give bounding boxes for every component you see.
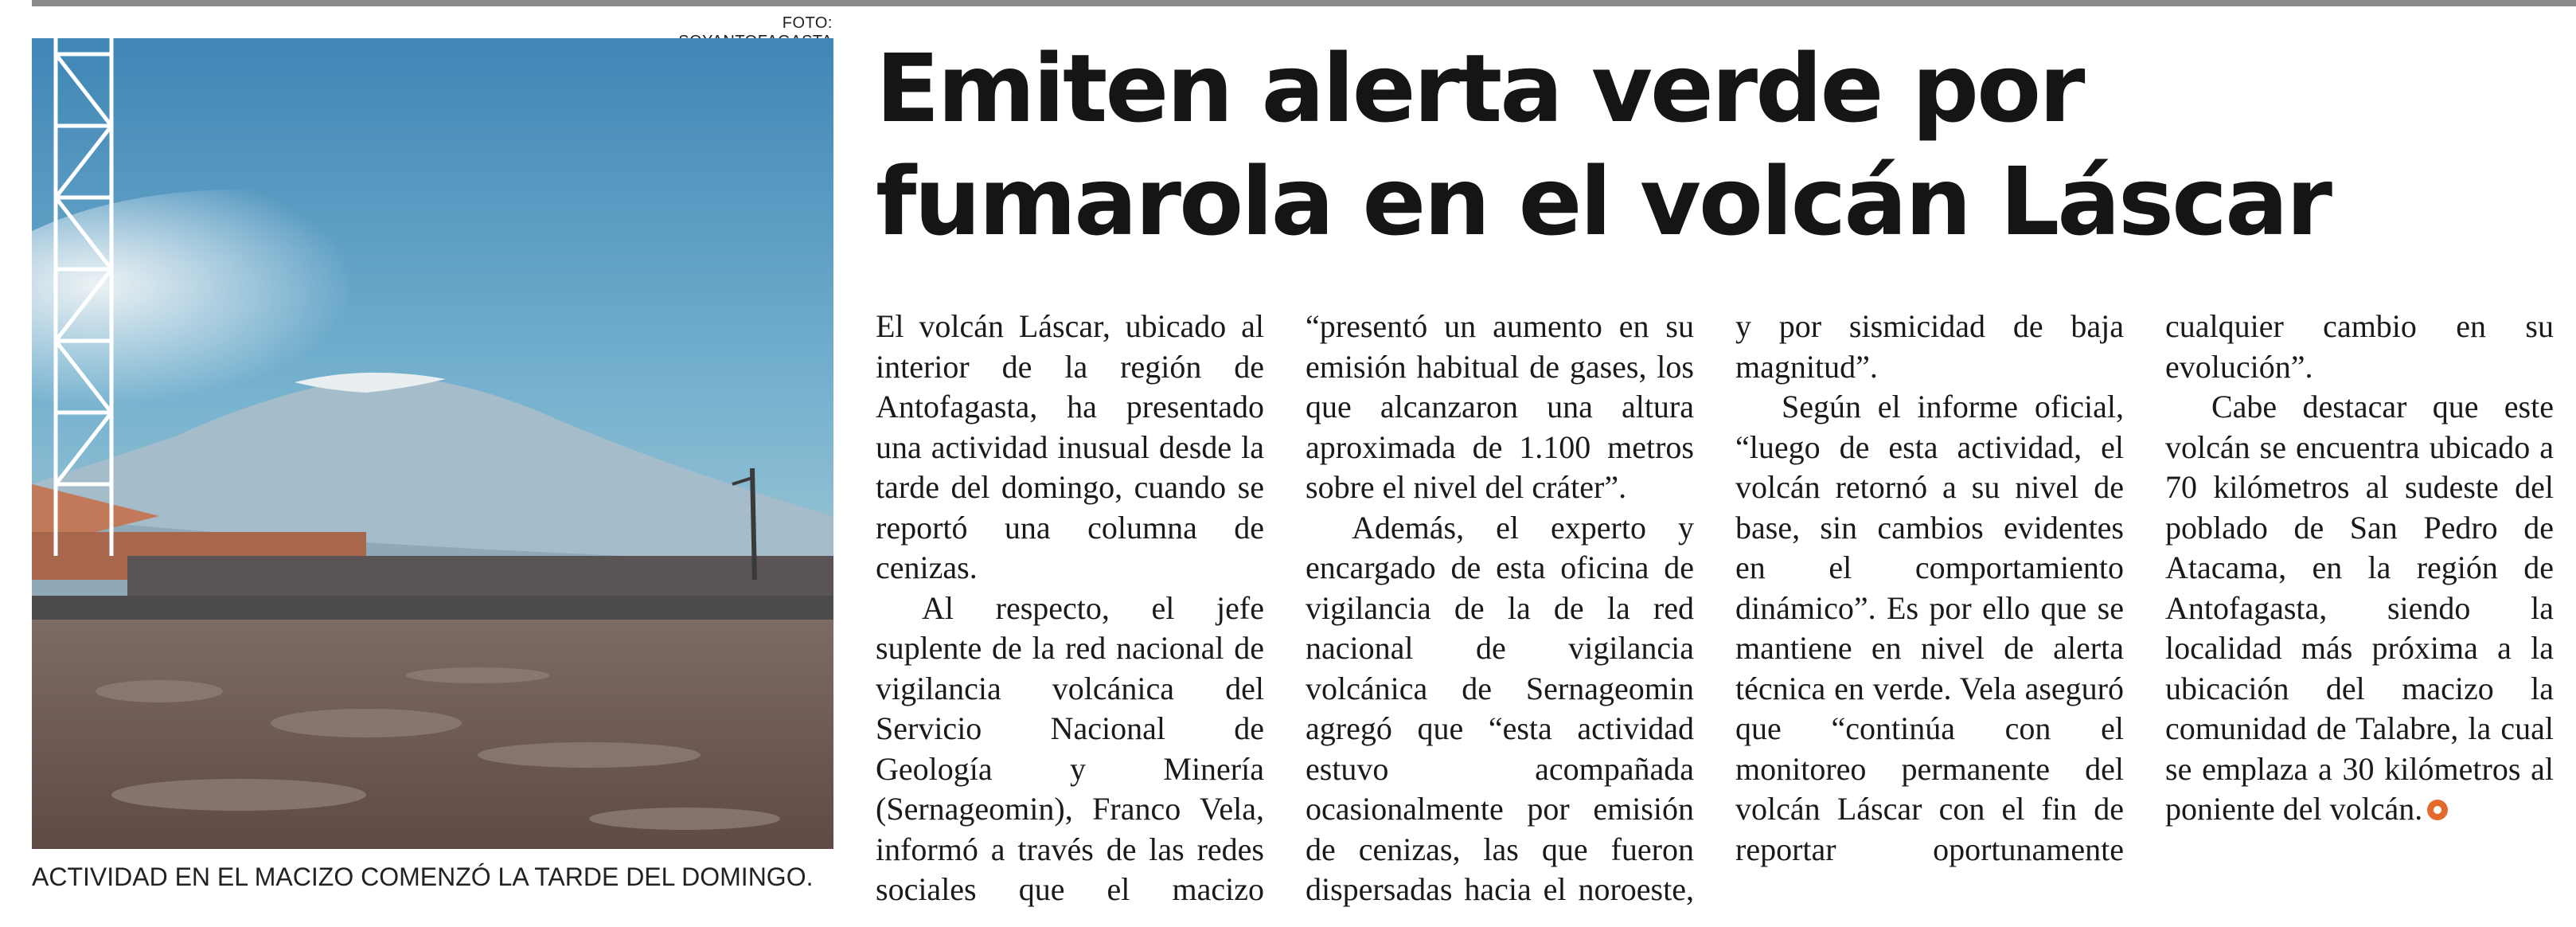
photo-caption: ACTIVIDAD EN EL MACIZO COMENZÓ LA TARDE DEL DOMINGO. — [32, 862, 814, 891]
paragraph-location-text: Cabe destacar que este volcán se encuentra ubicado a 70 kilómetros al sudeste del poblado de San Pedro de Atacama, en la región de Antofagasta, siendo la localidad más próxima a la ubicación del macizo la comunidad de Talabre, la cual se emplaza a 30 kilómetros al poniente del volcán. — [2165, 389, 2554, 827]
paragraph-vela-report: Al respecto, el jefe suplente de la red nacional de vigilancia volcánica del Servicio Nacional de Geología y Minería (Sernageomin), Franco Vela, informó a través de las redes sociales que el macizo “presentó un aumento en su emisión habitual de gases, los que alcanzaron una altura aproximada de 1.100 metros sobre el nivel del cráter”. — [876, 308, 1694, 907]
end-of-article-icon — [2427, 800, 2448, 820]
top-rule — [32, 0, 2576, 6]
photo-credit: FOTO: — [782, 14, 833, 32]
paragraph-ash-emission: Además, el experto y encargado de esta oficina de vigilancia de la de la red nacional de vigilancia volcánica de Sernageomin agregó que “esta actividad estuvo acompañada ocasionalmente por emisión de cenizas, las que fueron dispersadas hacia el noroeste, y por sismicidad de baja magnitud”. — [1306, 308, 2124, 907]
paragraph-intro: El volcán Láscar, ubicado al interior de la región de Antofagasta, ha presentado una actividad inusual desde la tarde del domingo, cuando se reportó una columna de cenizas. — [876, 308, 1264, 585]
headline: Emiten alerta verde por fumarola en el volcán Láscar — [876, 33, 2330, 256]
paragraph-location — [2165, 387, 2554, 830]
article-body — [876, 307, 2554, 912]
paragraph-official-report: Según el informe oficial, “luego de esta actividad, el volcán retornó a su nivel de base, sin cambios evidentes en el comportamiento dinámico”. Es por ello que se mantiene en nivel de alerta técnica en verde. Vela aseguró que “continúa con el monitoreo permanente del volcán Láscar con el fin de reportar oportunamente cualquier cambio en su evolución”. — [1735, 308, 2554, 867]
volcano-photo — [32, 38, 833, 849]
